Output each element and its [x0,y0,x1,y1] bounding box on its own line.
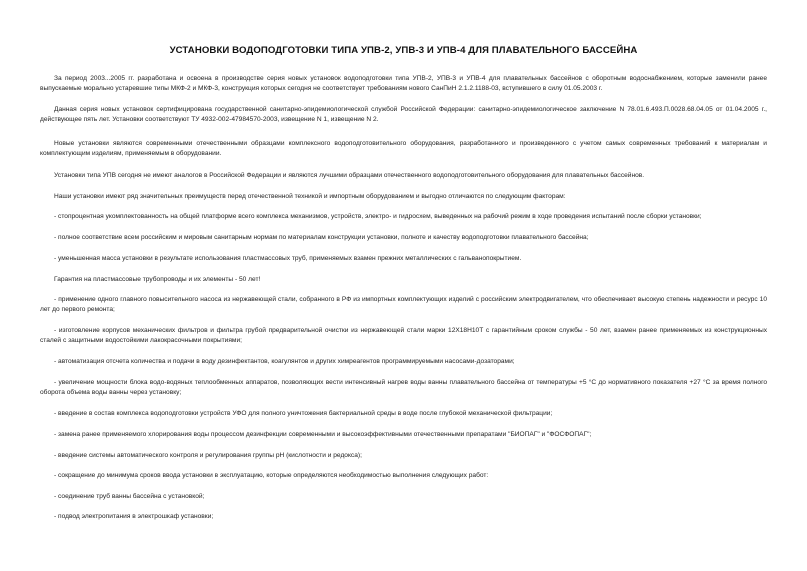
list-item-sanitary-norms: - полное соответствие всем российским и мировым санитарным нормам по материалам конструкции установки, полноте и качеству водоподготовки плавательного бассейна; [54,234,589,241]
list-item-completeness: - стопроцентная укомплектованность на общей платформе всего комплекса механизмов, устройств, электро- и гидросхем, выведенных на рабочий режим в ходе проведения испытаний после сборки установки; [54,213,702,220]
list-item-main-pump: - применение одного главного повысительного насоса из нержавеющей стали, собранного в РФ из импортных комплектующих изделий с российским электродвигателем, что обеспечивает высокую степень надежности и ресурс 10 лет до первого ремонта; [40,296,767,314]
list-item-uv-devices: - введение в состав комплекса водоподготовки устройств УФО для полного уничтожения бактериальной среды в воде после глубокой механической фильтрации; [54,410,553,417]
paragraph-warranty: Гарантия на пластмассовые трубопроводы и их элементы - 50 лет! [54,276,261,283]
list-item-heat-exchangers: - увеличение мощности блока водо-водяных теплообменных аппаратов, позволяющих вести интенсивный нагрев воды ванны плавательного бассейна от температуры +5 °С до нормативного показателя +27 °С за время полного оборота объема воды ванны через установку; [40,379,767,397]
document-title: УСТАНОВКИ ВОДОПОДГОТОВКИ ТИПА УПВ-2, УПВ-3 И УПВ-4 ДЛЯ ПЛАВАТЕЛЬНОГО БАССЕЙНА [169,45,638,56]
paragraph-intro-period: За период 2003...2005 гг. разработана и освоена в производстве серия новых установок водоподготовки типа УПВ-2, УПВ-3 и УПВ-4 для плавательных бассейнов с оборотным водоснабжением, которые заменили ранее выпускаемые морально устаревшие типы МКФ-2 и МКФ-3, конструкция которых сегодня не соответствует требованиям нового СанПиН 2.1.2.1188-03, вступившего в силу 01.05.2003 г. [40,75,767,93]
list-item-reduced-mass: - уменьшенная масса установки в результате использования пластмассовых труб, применяемых взамен прежних металлических с гальванопокрытием. [54,255,522,262]
paragraph-advantages-intro: Наши установки имеют ряд значительных преимуществ перед отечественной техникой и импортным оборудованием и выгодно отличаются по следующим факторам: [54,193,566,200]
paragraph-no-analogues: Установки типа УПВ сегодня не имеют аналогов в Российской Федерации и являются лучшими образцами отечественного водоподготовительного оборудования для плавательных бассейнов. [54,172,645,179]
list-item-dosing-automation: - автоматизация отсчета количества и подачи в воду дезинфектантов, коагулянтов и других химреагентов программируемыми насосами-дозаторами; [54,358,515,365]
list-item-filter-housings: - изготовление корпусов механических фильтров и фильтра грубой предварительной очистки из нержавеющей стали марки 12Х18Н10Т с гарантийным сроком службы - 50 лет, взамен ранее применяемых из конструкционных сталей с защитными водостойкими лакокрасочными покрытиями; [40,327,767,345]
list-item-power-supply: - подвод электропитания в электрошкаф установки; [54,513,214,520]
list-item-ph-control: - введение системы автоматического контроля и регулирования группы рН (кислотности и редокса); [54,452,362,459]
paragraph-certification: Данная серия новых установок сертифицирована государственной санитарно-эпидемиологической службой Российской Федерации: санитарно-эпидемиологическое заключение N 78.01.6.493.П.0028.68.04.05 от 01.04.2005 г., действующее пять лет. Установки соответствуют ТУ 4932-002-47984570-2003, извещение N 1, извещение N 2. [40,106,767,124]
paragraph-modern-installations: Новые установки являются современными отечественными образцами комплексного водоподготовительного оборудования, разработанного и произведенного с учетом самых современных требований к материалам и комплектующим изделиям, применяемым в оборудовании. [40,140,767,158]
list-item-disinfection: - замена ранее применяемого хлорирования воды процессом дезинфекции современными и высокоэффективными отечественными препаратами "БИОПАГ" и "ФОСФОПАГ"; [54,431,592,438]
list-item-commissioning: - сокращение до минимума сроков ввода установки в эксплуатацию, которые определяются необходимостью выполнения следующих работ: [54,472,489,479]
list-item-pipe-connection: - соединение труб ванны бассейна с установкой; [54,493,205,500]
